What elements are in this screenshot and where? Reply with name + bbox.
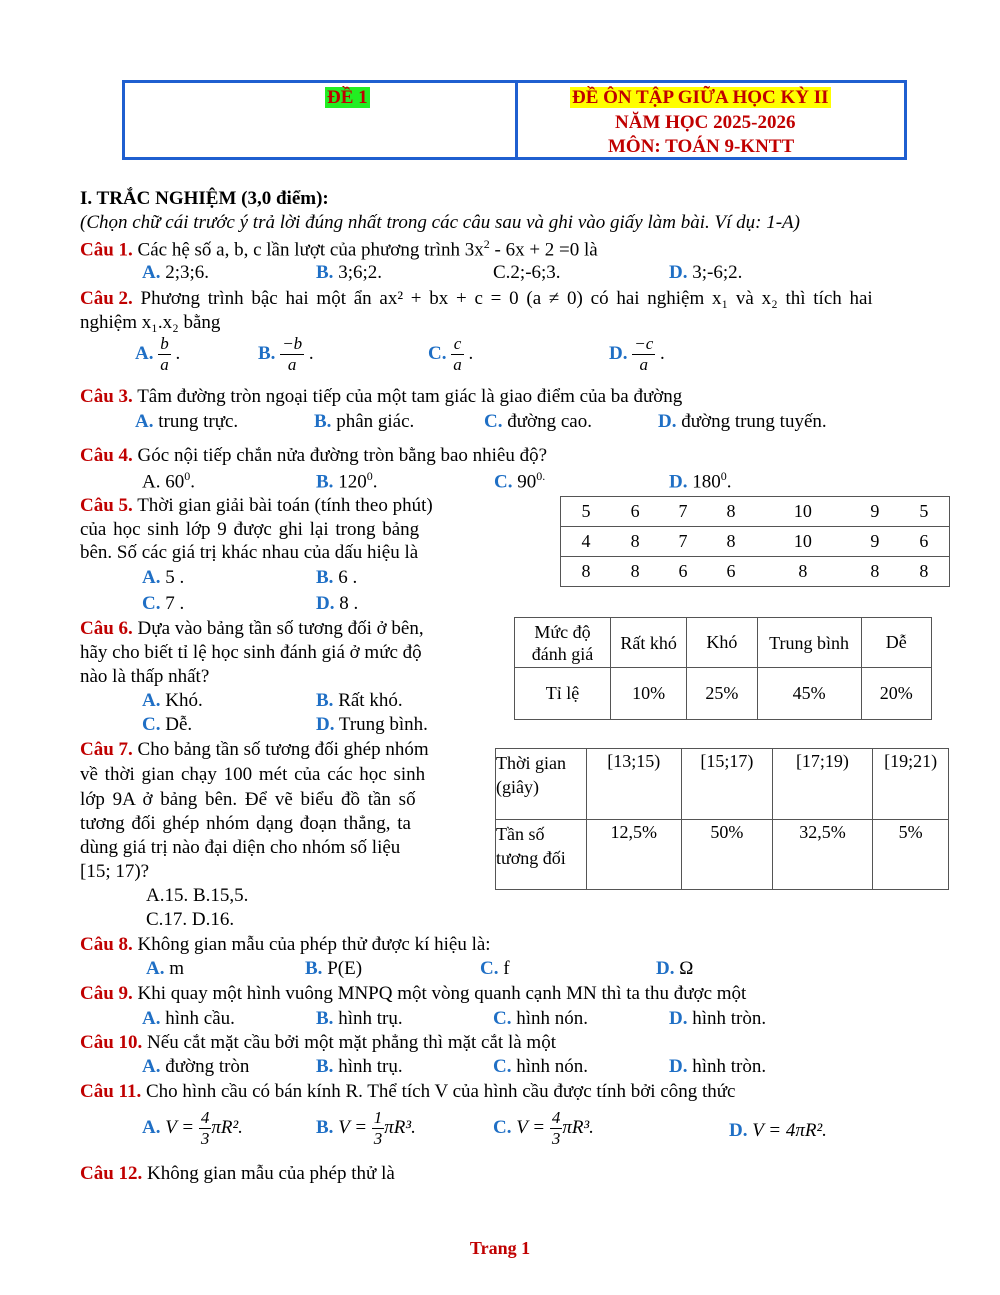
q4-option-d[interactable]: D. $180^0$. [669,469,732,493]
question-5-line3: bên. Số các giá trị khác nhau của dấu hiệu là [80,542,419,563]
table-cell: 8 [707,497,755,527]
table-cell: 10% [610,668,686,720]
q9-option-b[interactable]: B. hình trụ. [316,1008,403,1029]
q9-option-a[interactable]: A. hình cầu. [142,1008,235,1029]
q6-option-c[interactable]: C. Dễ. [142,714,193,735]
question-7-line3: lớp 9A ở bảng bên. Để vẽ biểu đồ tần số [80,789,416,810]
question-4: Câu 4. Góc nội tiếp chắn nửa đường tròn bằng bao nhiêu độ? [80,445,548,466]
question-8: Câu 8. Không gian mẫu của phép thử được kí hiệu là: [80,934,491,955]
exam-header-box [122,80,907,160]
q5-option-a[interactable]: A. 5 . [142,567,185,588]
question-5: Câu 5. Thời gian giải bài toán (tính theo phút) [80,495,433,516]
question-9: Câu 9. Khi quay một hình vuông MNPQ một vòng quanh cạnh MN thì ta thu được một [80,983,747,1004]
table-cell: 8 [851,557,899,587]
table-cell: 6 [707,557,755,587]
table-header-cell: Khó [687,618,757,668]
q5-option-d[interactable]: D. 8 . [316,593,359,614]
table-cell: 4 [561,527,612,557]
q11-option-d[interactable]: D. V = 4πR². [729,1120,827,1141]
table-cell: 9 [851,497,899,527]
question-7-line4: tương đối ghép nhóm dạng đoạn thẳng, ta [80,813,411,834]
q2-option-d[interactable]: D. $\frac{-c}{a}$ . [609,334,665,374]
table-cell: 6 [611,497,659,527]
question-3: Câu 3. Tâm đường tròn ngoại tiếp của một tam giác là giao điểm của ba đường [80,386,683,407]
table-cell: 8 [899,557,950,587]
q10-option-a[interactable]: A. đường tròn [142,1056,250,1077]
q8-option-d[interactable]: D. Ω [656,958,694,979]
table-cell: 50% [682,820,773,890]
q8-option-c[interactable]: C. f [480,958,510,979]
table-header-cell: Dễ [861,618,931,668]
page-number: Trang 1 [469,1238,531,1258]
table-cell: 8 [755,557,851,587]
q11-option-a[interactable]: A. V = $\frac{4}{3}$ πR². [142,1108,243,1148]
table-cell: Tần số tương đối [496,820,587,890]
q4-option-b[interactable]: B. $120^0$. [316,469,378,493]
table-header-cell: Mức độ đánh giá [515,618,611,668]
q3-option-b[interactable]: B. phân giác. [314,411,415,432]
question-11: Câu 11. Cho hình cầu có bán kính R. Thể tích V của hình cầu được tính bởi công thức [80,1081,736,1102]
q9-option-c[interactable]: C. hình nón. [493,1008,589,1029]
question-2: Câu 2. Phương trình bậc hai một ẩn ax² + bx + c = 0 (a ≠ 0) có hai nghiệm x₁ và x₂ thì tích hai [80,288,873,309]
q6-frequency-table [514,617,932,720]
table-cell: 10 [755,527,851,557]
header-divider [515,83,518,157]
q6-option-d[interactable]: D. Trung bình. [316,714,428,735]
question-6-line3: nào là thấp nhất? [80,666,210,687]
q10-option-c[interactable]: C. hình nón. [493,1056,589,1077]
question-7-line5: dùng giá trị nào đại diện cho nhóm số liệu [80,837,401,858]
table-row [515,668,932,720]
q2-option-c[interactable]: C. $\frac{c}{a}$ . [428,334,474,374]
q5-option-c[interactable]: C. 7 . [142,593,185,614]
table-header-cell: [13;15) [586,749,682,820]
question-7-line6: [15; 17)? [80,861,150,882]
table-row [496,820,949,890]
table-row [561,527,950,557]
question-12: Câu 12. Không gian mẫu của phép thử là [80,1163,395,1184]
q4-option-a[interactable]: A. $60^0$. [142,469,195,493]
table-cell: 10 [755,497,851,527]
q6-option-a[interactable]: A. Khó. [142,690,203,711]
q3-option-a[interactable]: A. trung trực. [135,411,239,432]
table-cell: 8 [707,527,755,557]
table-row [561,557,950,587]
section-instruction: (Chọn chữ cái trước ý trả lời đúng nhất trong các câu sau và ghi vào giấy làm bài. Ví dụ: 1-A) [80,212,800,233]
section-title: I. TRẮC NGHIỆM (3,0 điểm): [80,188,329,209]
question-5-line2: của học sinh lớp 9 được ghi lại trong bảng [80,519,420,540]
table-header-cell: [17;19) [772,749,873,820]
q7-options-ab[interactable]: A.15. B.15,5. [146,885,249,906]
q1-option-a[interactable]: A. 2;3;6. [142,262,210,283]
table-cell: 5% [873,820,949,890]
q3-option-d[interactable]: D. đường trung tuyến. [658,411,827,432]
table-cell: 6 [659,557,707,587]
table-cell: 6 [899,527,950,557]
table-row [515,618,932,668]
table-row [561,497,950,527]
question-7-line2: về thời gian chạy 100 mét của các học sinh [80,764,426,785]
table-header-cell: [19;21) [873,749,949,820]
table-header-cell: Trung bình [757,618,861,668]
q1-option-b[interactable]: B. 3;6;2. [316,262,382,283]
table-row [496,749,949,820]
q1-option-d[interactable]: D. 3;-6;2. [669,262,743,283]
q5-option-b[interactable]: B. 6 . [316,567,358,588]
table-cell: 7 [659,527,707,557]
question-6: Câu 6. Dựa vào bảng tần số tương đối ở bên, [80,618,424,639]
question-6-line2: hãy cho biết tỉ lệ học sinh đánh giá ở mức độ [80,642,422,663]
table-cell: 20% [861,668,931,720]
table-cell: 8 [611,557,659,587]
table-header-cell: [15;17) [682,749,773,820]
q10-option-d[interactable]: D. hình tròn. [669,1056,767,1077]
table-cell: 5 [899,497,950,527]
q2-option-b[interactable]: B. $\frac{-b}{a}$ . [258,334,314,374]
table-cell: 12,5% [586,820,682,890]
q7-grouped-frequency-table [495,748,949,890]
question-10: Câu 10. Nếu cắt mặt cầu bởi một mặt phẳng thì mặt cắt là một [80,1032,556,1053]
exam-code: ĐỀ 1 [327,87,368,108]
subject: MÔN: TOÁN 9-KNTT [608,136,795,157]
question-1: Câu 1. Các hệ số a, b, c lần lượt của phương trình $3x^2 - 6x + 2 =0$ là [80,237,598,261]
table-cell: 45% [757,668,861,720]
table-cell: 32,5% [772,820,873,890]
table-cell: 7 [659,497,707,527]
question-2-cont: nghiệm x₁.x₂ bằng [80,312,221,333]
table-header-cell: Thời gian (giây) [496,749,587,820]
q5-data-table [560,496,950,587]
table-cell: 8 [561,557,612,587]
table-cell: 25% [687,668,757,720]
exam-title: ĐỀ ÔN TẬP GIỮA HỌC KỲ II [572,87,829,108]
q4-option-c[interactable]: C. $90^{0.}$ [494,469,546,493]
q1-option-c[interactable]: C.2;-6;3. [493,262,561,283]
q11-option-b[interactable]: B. V = $\frac{1}{3}$ πR³. [316,1108,416,1148]
table-cell: 5 [561,497,612,527]
table-cell: 8 [611,527,659,557]
school-year: NĂM HỌC 2025-2026 [615,112,796,133]
table-cell: Tỉ lệ [515,668,611,720]
question-7: Câu 7. Cho bảng tần số tương đối ghép nhóm [80,739,429,760]
q8-option-b[interactable]: B. P(E) [305,958,363,979]
q3-option-c[interactable]: C. đường cao. [484,411,592,432]
q10-option-b[interactable]: B. hình trụ. [316,1056,403,1077]
table-cell: 9 [851,527,899,557]
table-header-cell: Rất khó [610,618,686,668]
q11-option-c[interactable]: C. V = $\frac{4}{3}$ πR³. [493,1108,594,1148]
q7-options-cd[interactable]: C.17. D.16. [146,909,235,930]
q8-option-a[interactable]: A. m [146,958,185,979]
q6-option-b[interactable]: B. Rất khó. [316,690,403,711]
q9-option-d[interactable]: D. hình tròn. [669,1008,767,1029]
q2-option-a[interactable]: A. $\frac{b}{a}$ . [135,334,181,374]
